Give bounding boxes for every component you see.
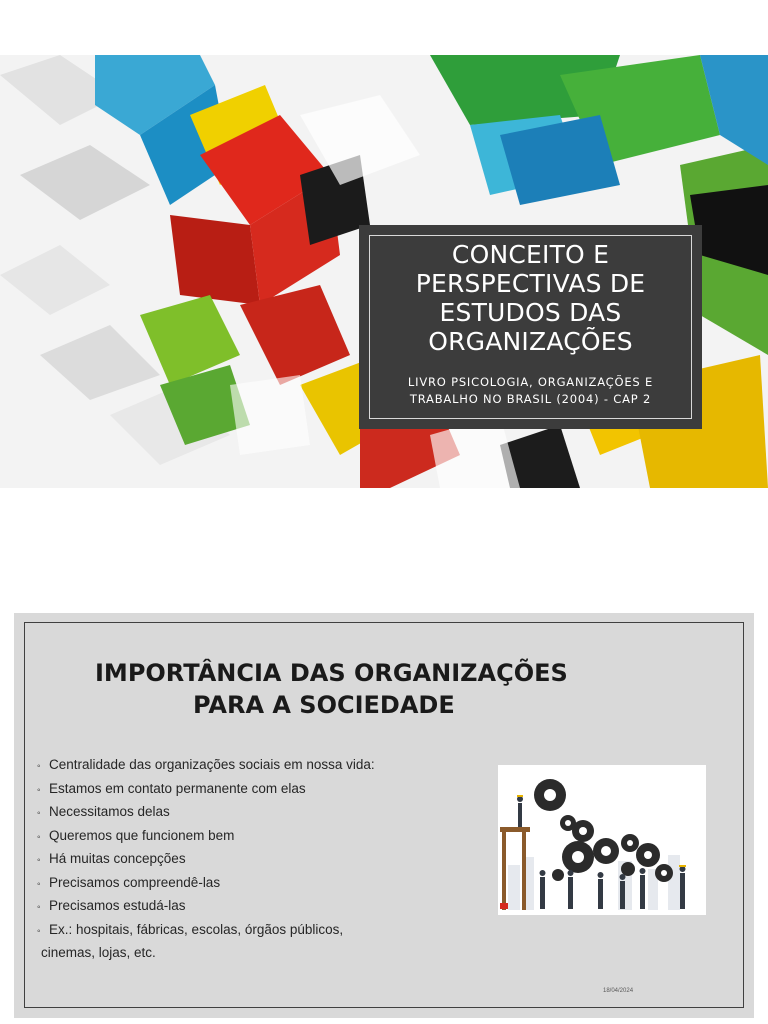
list-item-text: Precisamos estudá-las [49, 898, 186, 913]
bullet-list [37, 753, 477, 965]
list-item [37, 871, 477, 895]
slide-frame [24, 622, 744, 1008]
title-frame [369, 235, 692, 419]
list-item-text: Centralidade das organizações sociais em nossa vida: [49, 757, 375, 772]
list-item-text: Estamos em contato permanente com elas [49, 780, 306, 796]
bullet-marker: ◦ [37, 784, 41, 796]
slide-date: 18/04/2024 [603, 988, 634, 994]
list-item-text: Precisamos compreendê-las [49, 874, 221, 890]
content-slide [14, 613, 754, 1018]
list-item [37, 777, 477, 801]
bullet-marker: ◦ [37, 831, 41, 843]
subtitle-line: LIVRO PSICOLOGIA, ORGANIZAÇÕES E [407, 375, 654, 389]
title-line: PERSPECTIVAS DE [415, 269, 646, 298]
list-item [37, 894, 477, 918]
title-line: CONCEITO E [451, 240, 610, 269]
bullet-marker: ◦ [37, 855, 41, 866]
bullet-marker: ◦ [37, 761, 41, 772]
title-line: ORGANIZAÇÕES [428, 327, 633, 356]
heading-line: IMPORTÂNCIA DAS ORGANIZAÇÕES [95, 659, 568, 687]
slide-heading [95, 657, 635, 721]
bullet-marker: ◦ [37, 878, 41, 890]
bullet-marker: ◦ [37, 808, 41, 819]
title-box [359, 225, 702, 429]
list-item-text: Necessitamos delas [49, 804, 170, 819]
slide-title [370, 240, 691, 356]
list-item [37, 800, 477, 824]
list-item [37, 918, 477, 942]
bullet-marker: ◦ [37, 925, 41, 937]
list-item [37, 847, 477, 871]
bullet-marker: ◦ [37, 902, 41, 913]
list-item-text: Ex.: hospitais, fábricas, escolas, órgãos públicos, [49, 921, 344, 937]
list-item-continuation: cinemas, lojas, etc. [41, 945, 156, 960]
list-item-text: Há muitas concepções [49, 851, 186, 866]
list-item [37, 753, 477, 777]
heading-line: PARA A SOCIEDADE [193, 691, 455, 719]
list-item-text: Queremos que funcionem bem [49, 827, 235, 843]
title-line: ESTUDOS DAS [439, 298, 622, 327]
slide-subtitle [374, 374, 687, 408]
subtitle-line: TRABALHO NO BRASIL (2004) - CAP 2 [409, 392, 652, 406]
list-item [37, 824, 477, 848]
gears-teamwork-image [498, 765, 706, 915]
title-slide [0, 55, 768, 488]
